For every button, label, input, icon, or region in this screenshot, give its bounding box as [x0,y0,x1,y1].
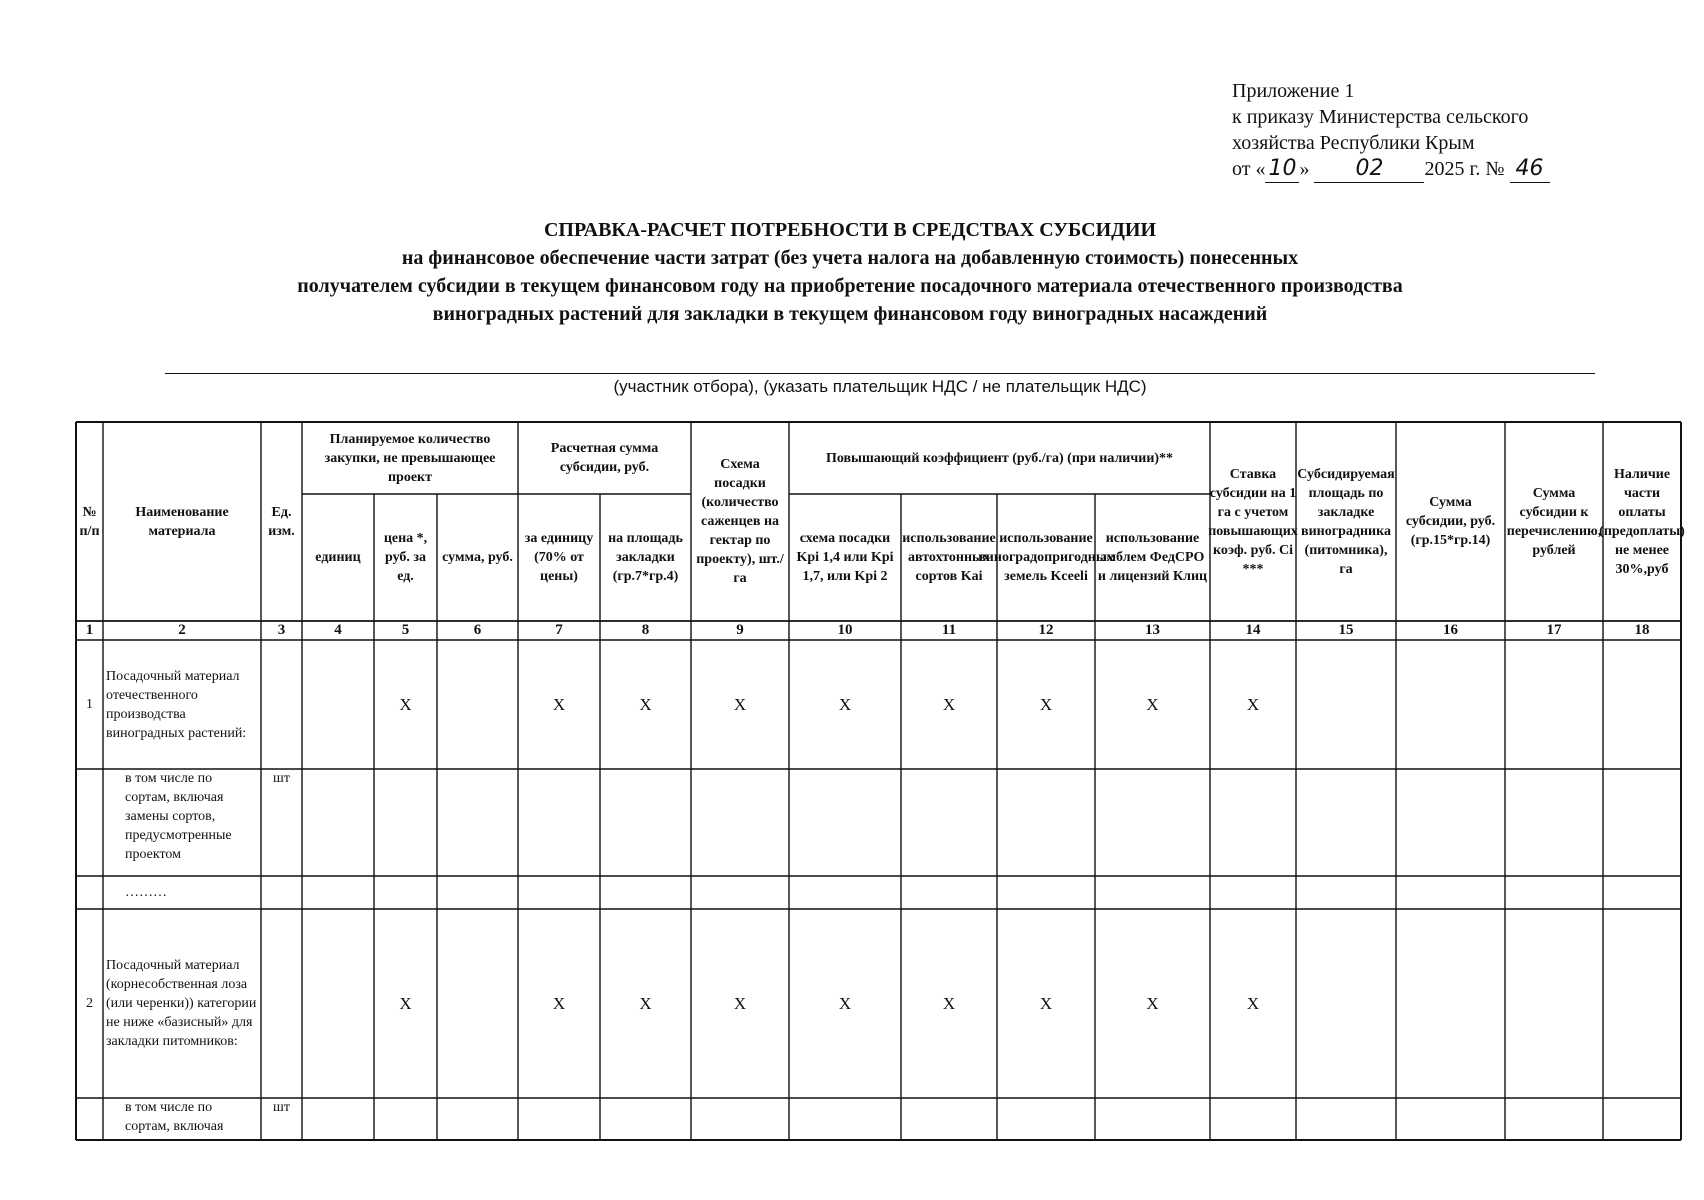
column-number: 3 [277,622,286,638]
header-per-area: на площадь закладки (гр.7*гр.4) [608,531,683,584]
date-day: 10 [1265,156,1299,183]
column-number: 11 [941,622,957,638]
date-prefix: от « [1232,158,1266,180]
row-not-applicable-mark: X [733,994,747,1013]
row-material-name: Посадочный материал отечественного производства виноградных растений: [106,668,247,741]
row-not-applicable-mark: X [1146,994,1159,1013]
appendix-block [1232,78,1652,183]
row-not-applicable-mark: X [399,695,412,714]
row-number: 2 [86,996,93,1011]
column-number: 7 [555,622,563,638]
column-number: 14 [1245,622,1261,638]
header-planting-scheme: Схема посадки (количество саженцев на гектар по проекту), шт./га [696,457,784,586]
row-not-applicable-mark: X [733,695,747,714]
column-number: 1 [85,622,94,638]
date-mid: » [1299,158,1310,180]
column-number: 6 [473,622,482,638]
row-material-name: в том числе по сортам, включая [125,1100,224,1134]
appendix-line-2: к приказу Министерства сельского [1232,106,1529,128]
header-planned-quantity-group: Планируемое количество закупки, не превышающее проект [324,431,496,485]
column-number: 5 [401,622,410,638]
row-unit [261,640,302,769]
header-emblems-licenses: использование эмблем ФедСРО и лицензий Клиц [1097,531,1208,584]
title-line-3: получателем субсидии в текущем финансовом году на приобретение посадочного материала отечественного производства [297,275,1403,297]
header-amount: сумма, руб. [442,550,513,565]
column-number: 15 [1338,622,1354,638]
row-unit: шт [273,771,290,786]
row-not-applicable-mark: X [1246,695,1260,714]
document-title [160,216,1540,328]
row-not-applicable-mark: X [942,695,956,714]
row-not-applicable-mark: X [552,695,566,714]
header-subsidized-area: Субсидируемая площадь по закладке виноградника (питомника), га [1297,466,1395,577]
header-autochthonous-kai: использование автохтонных сортов Kai [902,531,996,584]
title-line-2: на финансовое обеспечение части затрат (без учета налога на добавленную стоимость) понесенных [401,247,1299,269]
row-number: 1 [86,697,93,712]
header-price: цена *, руб. за ед. [383,531,428,584]
header-subsidy-rate: Ставка субсидии на 1 га с учетом повышающих коэф. руб. Ci *** [1208,466,1298,577]
row-unit [261,876,302,909]
column-number: 12 [1038,622,1054,638]
row-not-applicable-mark: X [1039,994,1053,1013]
participant-fill-line [165,373,1595,374]
row-unit: шт [273,1100,290,1115]
row-not-applicable-mark: X [1039,695,1053,714]
header-number: № п/п [79,504,100,539]
row-not-applicable-mark: X [838,695,852,714]
row-not-applicable-mark: X [639,994,652,1013]
header-coefficient-group: Повышающий коэффициент (руб./га) (при наличии)** [825,450,1174,466]
order-number: 46 [1510,156,1550,183]
header-calculated-subsidy-group: Расчетная сумма субсидии, руб. [550,441,659,475]
header-sum-to-transfer: Сумма субсидии к перечислению, рублей [1506,485,1602,558]
title-line-1: СПРАВКА-РАСЧЕТ ПОТРЕБНОСТИ В СРЕДСТВАХ СУБСИДИИ [543,219,1157,241]
date-month: 02 [1314,156,1424,183]
column-number: 16 [1443,622,1458,638]
row-not-applicable-mark: X [1246,994,1260,1013]
row-material-name: в том числе по сортам, включая замены сортов, предусмотренные проектом [125,771,232,862]
date-year: 2025 г. № [1424,158,1505,180]
row-unit [261,909,302,1098]
header-suitable-lands: использование виноградопригодных земель Kceeli [978,531,1114,584]
header-scheme-kpi: схема посадки Kpi 1,4 или Kpi 1,7, или Kpi 2 [796,531,894,584]
row-not-applicable-mark: X [1146,695,1159,714]
header-unit: Ед. изм. [268,504,295,539]
header-material-name: Наименование материала [135,504,229,539]
appendix-line-3: хозяйства Республики Крым [1232,132,1475,154]
column-number: 13 [1145,622,1160,638]
row-number [76,876,103,909]
row-not-applicable-mark: X [399,994,412,1013]
header-units: единиц [315,550,361,565]
row-not-applicable-mark: X [639,695,652,714]
row-not-applicable-mark: X [552,994,566,1013]
row-material-name: ……… [125,885,167,900]
appendix-date-line [1232,156,1652,183]
column-number: 8 [641,622,650,638]
row-material-name: Посадочный материал (корнесобственная лоза (или черенки)) категории не ниже «базисный» для закладки питомников: [106,958,257,1049]
row-not-applicable-mark: X [942,994,956,1013]
row-not-applicable-mark: X [838,994,852,1013]
participant-caption: (участник отбора), (указать плательщик НДС / не плательщик НДС) [613,377,1147,396]
row-number [76,769,103,876]
header-subsidy-sum: Сумма субсидии, руб. (гр.15*гр.14) [1405,495,1496,548]
column-number: 9 [736,622,744,638]
row-number [76,1098,103,1140]
header-per-unit: за единицу (70% от цены) [524,531,594,584]
appendix-line-1: Приложение 1 [1232,80,1355,102]
title-line-4: виноградных растений для закладки в текущем финансовом году виноградных насаждений [432,303,1268,325]
column-number: 4 [334,622,342,638]
column-number: 18 [1634,622,1650,638]
column-number: 10 [837,622,853,638]
header-prepayment: Наличие части оплаты (предоплаты) не менее 30%,руб [1599,466,1685,577]
column-number: 2 [178,622,186,638]
column-number: 17 [1546,622,1562,638]
